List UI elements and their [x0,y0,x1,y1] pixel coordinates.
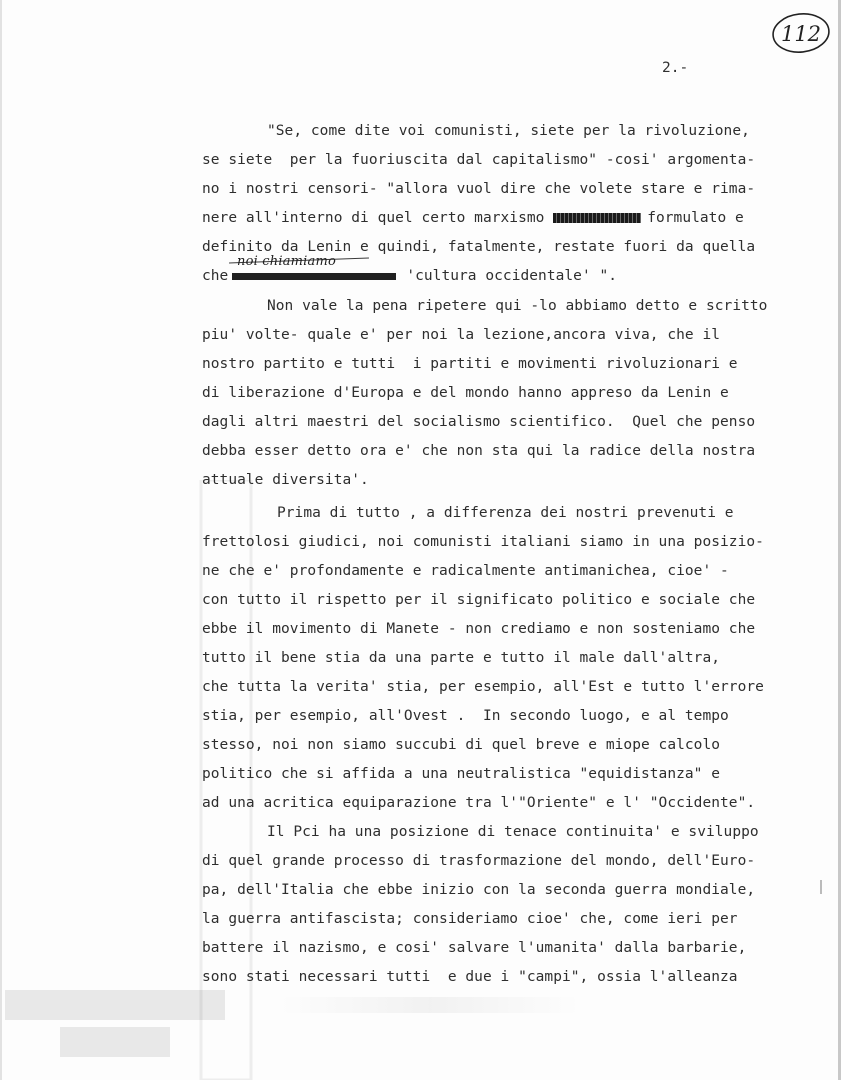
margin-tick-mark [820,880,822,894]
text-segment: 'cultura occidentale' ". [406,268,618,284]
archive-number-stamp [770,10,832,56]
text-line: ne che e' profondamente e radicalmente antimanichea, cioe' - [202,563,729,579]
text-line: stesso, noi non siamo succubi di quel breve e miope calcolo [202,737,721,753]
text-line: "Se, come dite voi comunisti, siete per la rivoluzione, [267,123,750,139]
text-line: Il Pci ha una posizione di tenace continuita' e sviluppo [267,824,759,840]
page-edge-left [0,0,2,1080]
text-line-with-strike [202,267,617,285]
text-line: tutto il bene stia da una parte e tutto il male dall'altra, [202,650,721,666]
text-line: piu' volte- quale e' per noi la lezione,ancora viva, che il [202,327,721,343]
text-line: frettolosi giudici, noi comunisti italiani siamo in una posizio- [202,534,764,550]
text-line: pa, dell'Italia che ebbe inizio con la seconda guerra mondiale, [202,882,756,898]
text-line: definito da Lenin e quindi, fatalmente, restate fuori da quella [202,239,756,255]
bleed-through-area [280,997,580,1013]
text-line: no i nostri censori- "allora vuol dire che volete stare e rima- [202,181,756,197]
text-line-with-strike [202,209,744,227]
archive-watermark-logo [0,985,230,1065]
page-number: 2.- [662,60,689,76]
struck-out-phrase [232,273,396,280]
text-line: stia, per esempio, all'Ovest . In secondo luogo, e al tempo [202,708,729,724]
text-line: battere il nazismo, e cosi' salvare l'umanita' dalla barbarie, [202,940,747,956]
text-line: di liberazione d'Europa e del mondo hanno appreso da Lenin e [202,385,729,401]
text-line: attuale diversita'. [202,472,369,488]
text-line: politico che si affida a una neutralistica "equidistanza" e [202,766,721,782]
handwritten-insertion: noi chiamiamo [237,254,337,269]
text-segment: che [202,268,229,284]
struck-out-word [553,213,641,223]
text-line: ebbe il movimento di Manete - non crediamo e non sosteniamo che [202,621,756,637]
archive-number: 112 [780,22,822,46]
text-line: nostro partito e tutti i partiti e movimenti rivoluzionari e [202,356,738,372]
text-line: che tutta la verita' stia, per esempio, all'Est e tutto l'errore [202,679,764,695]
text-line: sono stati necessari tutti e due i "campi", ossia l'alleanza [202,969,738,985]
text-line: con tutto il rispetto per il significato politico e sociale che [202,592,756,608]
text-line: Non vale la pena ripetere qui -lo abbiamo detto e scritto [267,298,768,314]
text-line: Prima di tutto , a differenza dei nostri prevenuti e [277,505,734,521]
text-segment: nere all'interno di quel certo marxismo [202,210,545,226]
text-line: debba esser detto ora e' che non sta qui la radice della nostra [202,443,756,459]
text-segment: formulato e [647,210,744,226]
text-line: dagli altri maestri del socialismo scientifico. Quel che penso [202,414,756,430]
text-line: se siete per la fuoriuscita dal capitalismo" -cosi' argomenta- [202,152,756,168]
text-line: di quel grande processo di trasformazione del mondo, dell'Euro- [202,853,756,869]
text-line: la guerra antifascista; consideriamo cioe' che, come ieri per [202,911,738,927]
text-line: ad una acritica equiparazione tra l'"Oriente" e l' "Occidente". [202,795,756,811]
